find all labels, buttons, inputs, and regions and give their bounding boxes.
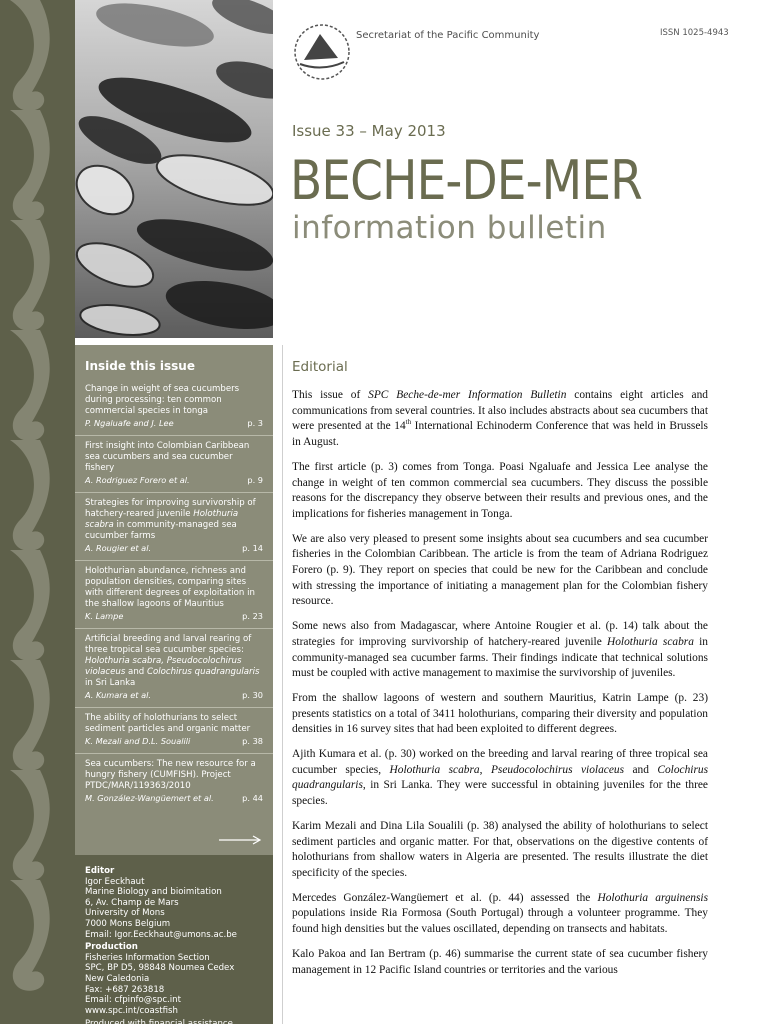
toc-item[interactable] <box>75 708 273 754</box>
editorial-body <box>292 388 708 987</box>
editor-line: University of Mons <box>85 908 165 919</box>
toc-item-title: First insight into Colombian Caribbean sea cucumbers and sea cucumber fishery <box>85 441 250 473</box>
organization-name: Secretariat of the Pacific Community <box>356 30 540 41</box>
production-website[interactable]: www.spc.int/coastfish <box>85 1005 178 1016</box>
production-email[interactable]: Email: cfpinfo@spc.int <box>85 995 181 1006</box>
production-line: Produced with financial assistance <box>85 1019 233 1030</box>
toc-item-page: p. 14 <box>242 543 263 553</box>
production-line: New Caledonia <box>85 973 150 984</box>
sea-cucumber-illustration <box>75 0 273 338</box>
toc-item-page: p. 30 <box>242 690 263 700</box>
decorative-side-strip <box>0 0 75 1024</box>
issn-number: ISSN 1025-4943 <box>660 28 729 38</box>
production-line: Fax: +687 263818 <box>85 984 165 995</box>
toc-item-authors: A. Rodriguez Forero et al. <box>85 475 190 485</box>
editorial-paragraph: We are also very pleased to present some insights about sea cucumbers and sea cucumber fisheries in the Colombian Caribbean. The article is from the team of Adriana Rodriguez Forero (p. 9). They report on species that could be new for the Caribbean and conclude with stressing the importance of initiating a management plan for the Colombian fishery resource. <box>292 532 708 608</box>
editorial-paragraph: Kalo Pakoa and Ian Bertram (p. 46) summarise the current state of sea cucumber fishery management in 12 Pacific Island countries or territories and the various <box>292 947 708 976</box>
toc-item-authors: M. González-Wangüemert et al. <box>85 793 214 803</box>
editor-email[interactable]: Email: Igor.Eeckhaut@umons.ac.be <box>85 929 237 940</box>
editorial-paragraph: Ajith Kumara et al. (p. 30) worked on the breeding and larval rearing of three tropical sea cucumber species, Holothuria scabra, Pseudocolochirus violaceus and Colochirus quadrangularis, in Sri Lanka. They were successful in obtaining juveniles for the three species. <box>292 748 709 808</box>
toc-item-page: p. 38 <box>242 736 263 746</box>
toc-item[interactable] <box>75 561 273 629</box>
toc-item-authors: K. Mezali and D.L. Soualili <box>85 736 191 746</box>
toc-item[interactable] <box>75 493 273 561</box>
editor-heading: Editor <box>85 866 115 876</box>
toc-item-title: Holothurian abundance, richness and population densities, comparing sites with different degrees of exploitation in the shallow lagoons of Mauritius <box>85 566 255 609</box>
publication-subtitle: information bulletin <box>292 210 607 246</box>
arrow-right-icon <box>219 835 263 845</box>
editorial-paragraph: This issue of SPC Beche-de-mer Information Bulletin contains eight articles and communications from several countries. It also includes abstracts about sea cucumbers that were presented at the 14th International Echinoderm Conference that was held in Brussels in August. <box>292 389 708 449</box>
editorial-heading: Editorial <box>292 359 348 375</box>
editor-line: 7000 Mons Belgium <box>85 918 171 929</box>
publication-title: BECHE-DE-MER <box>290 149 642 212</box>
editorial-paragraph: Mercedes González-Wangüemert et al. (p. 44) assessed the Holothuria arguinensis populations inside Ria Formosa (South Portugal) through a volunteer programme. They found high densities but the values oscillated, depending on transects and habitats. <box>292 891 708 936</box>
production-line: SPC, BP D5, 98848 Noumea Cedex <box>85 963 235 974</box>
toc-item-title: Change in weight of sea cucumbers during processing: ten common commercial species in tonga <box>85 384 240 416</box>
issue-label: Issue 33 – May 2013 <box>292 122 446 140</box>
toc-item-page: p. 9 <box>247 475 263 485</box>
toc-item-authors: P. Ngaluafe and J. Lee <box>85 418 174 428</box>
column-divider <box>282 345 283 1024</box>
editor-line: 6, Av. Champ de Mars <box>85 897 179 908</box>
production-heading: Production <box>85 942 138 953</box>
toc-item-page: p. 23 <box>242 611 263 621</box>
editorial-paragraph: The first article (p. 3) comes from Tonga. Poasi Ngaluafe and Jessica Lee analyse the change in weight of ten common commercial sea cucumbers. They discuss the possible reasons for the discrepancy they observe between their results and previous ones, and the implications for fisheries management in Tonga. <box>292 460 708 520</box>
sea-cucumber-drawing <box>75 0 273 338</box>
toc-item-page: p. 44 <box>242 793 263 803</box>
editorial-paragraph: Some news also from Madagascar, where Antoine Rougier et al. (p. 14) talk about the strategies for improving survivorship of hatchery-reared juvenile Holothuria scabra in community-managed sea cucumber farms. Their findings indicate that technical solutions must be coupled with active management to maximise the survivorship of juveniles. <box>292 620 708 680</box>
editorial-paragraph: Karim Mezali and Dina Lila Soualili (p. 38) analysed the ability of holothurians to select sediment particles and organic matter. For that, observations on the digestive contents of holothurians from shallow waters in Algeria are presented. The results illustrate the diet specificity of the species. <box>292 819 708 879</box>
toc-item-title: Artificial breeding and larval rearing of three tropical sea cucumber species: Holothuria scabra, Pseudocolochirus violaceus and Colochirus quadrangularis in Sri Lanka <box>85 634 260 688</box>
toc-item[interactable] <box>75 754 273 810</box>
editor-line: Marine Biology and bioimitation <box>85 887 222 898</box>
editorial-paragraph: From the shallow lagoons of western and southern Mauritius, Katrin Lampe (p. 23) presents statistics on a total of 3411 holothurians, comparing their diversity and population densities in 16 survey sites that had been exploited to different degrees. <box>292 691 708 736</box>
toc-item-authors: A. Kumara et al. <box>85 690 152 700</box>
production-line: Fisheries Information Section <box>85 952 210 963</box>
toc-item-title: Sea cucumbers: The new resource for a hungry fishery (CUMFISH). Project PTDC/MAR/119363/2010 <box>85 759 256 791</box>
editor-line: Igor Eeckhaut <box>85 876 145 887</box>
contents-sidebar <box>75 345 273 855</box>
toc-item-authors: A. Rougier et al. <box>85 543 152 553</box>
toc-item[interactable] <box>75 436 273 493</box>
spc-logo-icon <box>292 22 352 82</box>
editor-info-box <box>75 855 273 1030</box>
toc-item-title: Strategies for improving survivorship of hatchery-reared juvenile Holothuria scabra in community-managed sea cucumber farms <box>85 498 256 541</box>
toc-item-page: p. 3 <box>247 418 263 428</box>
toc-item-authors: K. Lampe <box>85 611 124 621</box>
toc-item-title: The ability of holothurians to select sediment particles and organic matter <box>85 713 251 734</box>
contents-heading: Inside this issue <box>85 359 195 373</box>
toc-item[interactable] <box>75 379 273 436</box>
wave-pattern-graphic <box>0 0 75 1024</box>
toc-item[interactable] <box>75 629 273 708</box>
